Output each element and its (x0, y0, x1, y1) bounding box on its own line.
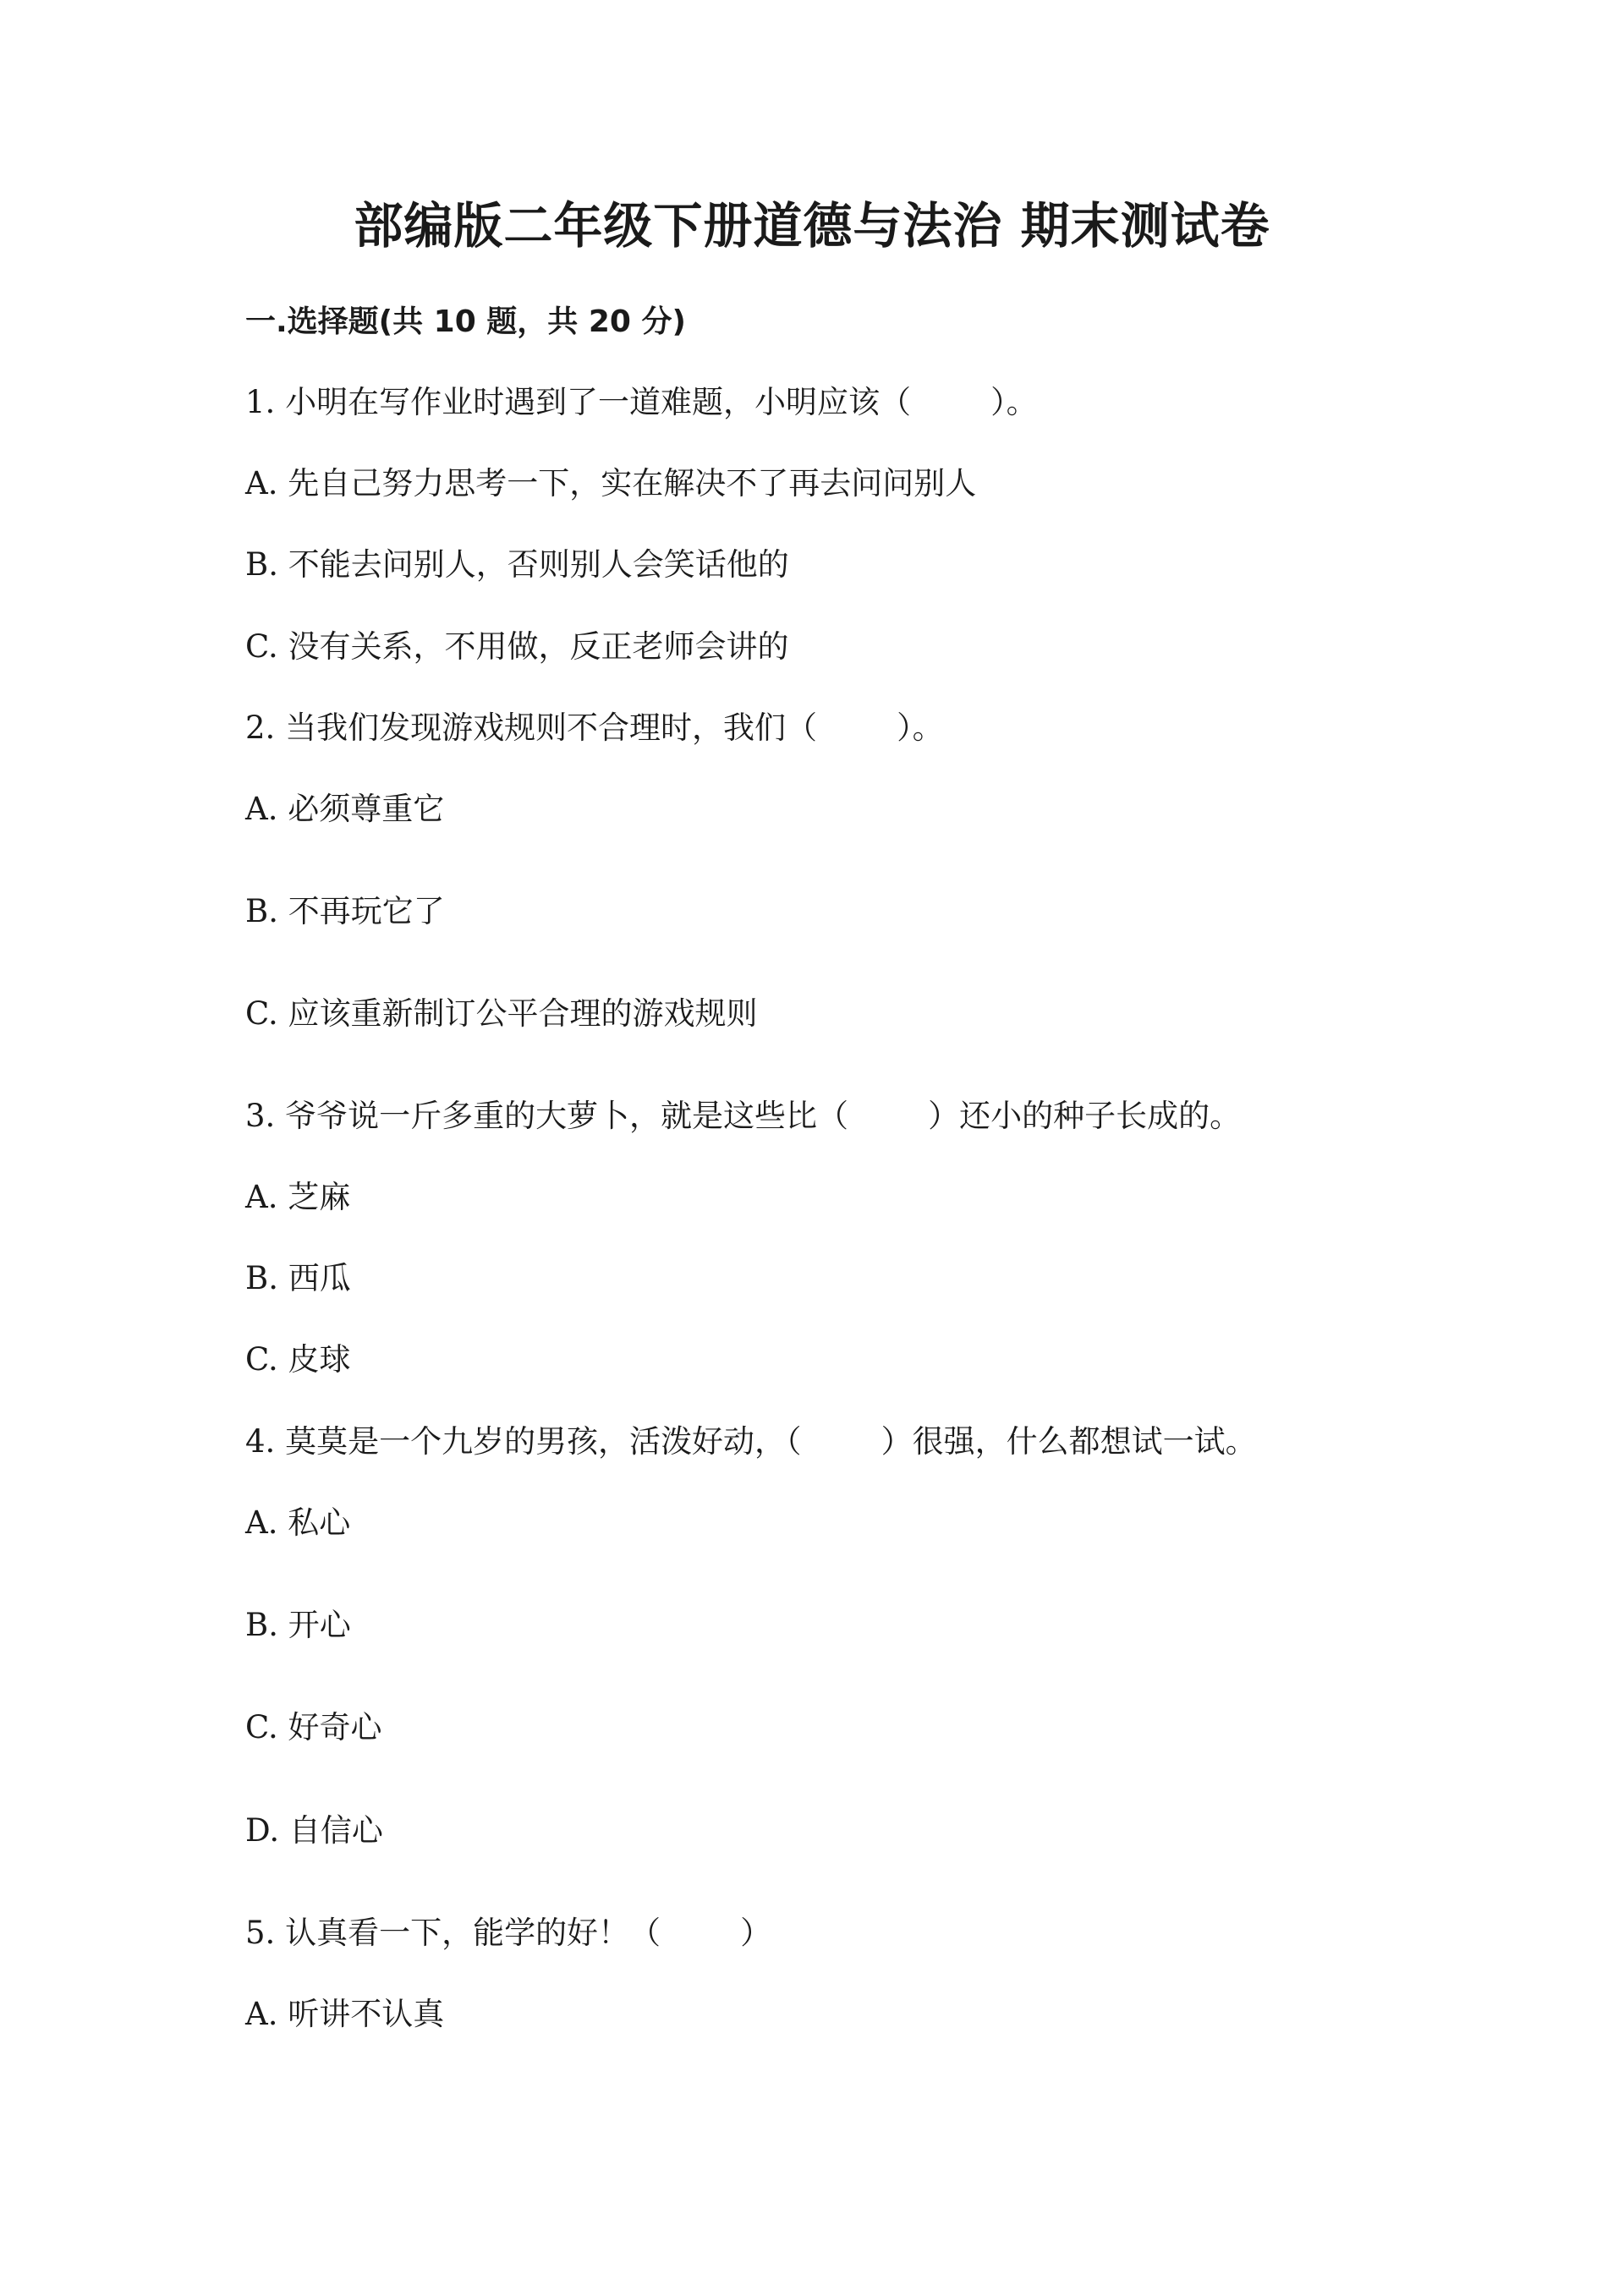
question-option: B. 不再玩它了 (245, 893, 445, 929)
question-option: A. 先自己努力思考一下，实在解决不了再去问问别人 (245, 465, 977, 501)
question-stem: 2. 当我们发现游戏规则不合理时，我们（ ）。 (245, 710, 944, 746)
question-option: A. 私心 (245, 1504, 351, 1541)
question-option: B. 不能去问别人，否则别人会笑话他的 (245, 546, 789, 583)
question-option: A. 听讲不认真 (245, 1996, 445, 2032)
question-stem: 3. 爷爷说一斤多重的大萝卜，就是这些比（ ）还小的种子长成的。 (245, 1098, 1242, 1134)
question-option: B. 西瓜 (245, 1260, 351, 1296)
question-stem: 5. 认真看一下，能学的好！（ ） (245, 1915, 772, 1951)
question-stem: 4. 莫莫是一个九岁的男孩，活泼好动，（ ）很强，什么都想试一试。 (245, 1423, 1257, 1460)
question-option: C. 应该重新制订公平合理的游戏规则 (245, 995, 758, 1032)
question-option: C. 没有关系，不用做，反正老师会讲的 (245, 628, 789, 665)
question-option: A. 芝麻 (245, 1179, 351, 1215)
question-option: A. 必须尊重它 (245, 791, 445, 827)
question-option: D. 自信心 (245, 1812, 383, 1849)
question-stem: 1. 小明在写作业时遇到了一道难题，小明应该（ ）。 (245, 384, 1038, 420)
section-heading: 一.选择题(共 10 题，共 20 分) (245, 304, 686, 339)
question-option: B. 开心 (245, 1607, 351, 1643)
question-option: C. 皮球 (245, 1341, 351, 1378)
question-option: C. 好奇心 (245, 1709, 382, 1745)
page-title: 部编版二年级下册道德与法治 期末测试卷 (354, 197, 1270, 255)
